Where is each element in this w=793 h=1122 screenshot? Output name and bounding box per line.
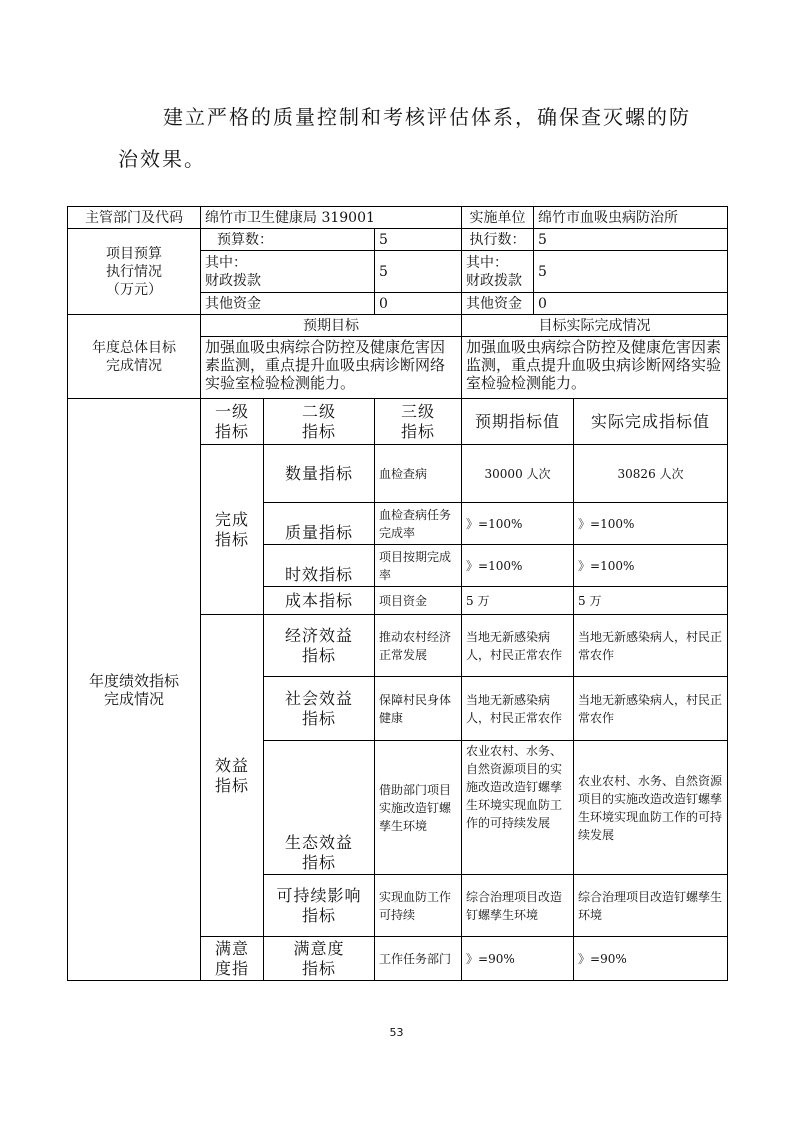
unit-value: 绵竹市血吸虫病防治所 bbox=[534, 207, 728, 229]
intro-line-1: 建立严格的质量控制和考核评估体系，确保查灭螺的防 bbox=[163, 105, 691, 129]
col-level3-header-1: 三级 bbox=[401, 401, 436, 421]
level3-cell: 项目按期完成率 bbox=[375, 545, 462, 587]
budget-label-1: 项目预算 bbox=[106, 245, 162, 262]
performance-label-1: 年度绩效指标 bbox=[88, 671, 179, 690]
satisfaction-indicator-2: 度指 bbox=[214, 958, 249, 978]
other-exec-label: 其他资金 bbox=[462, 293, 534, 315]
col-expected-header: 预期指标值 bbox=[462, 399, 574, 445]
satisfaction-indicator bbox=[201, 937, 264, 981]
fiscal-exec-label-1: 其中： bbox=[466, 254, 509, 271]
col-level3-header-2: 指标 bbox=[401, 421, 436, 441]
budget-amount-label: 预算数： bbox=[201, 229, 375, 251]
actual-cell: 5 万 bbox=[574, 587, 728, 615]
budget-label-3: （万元） bbox=[106, 281, 162, 298]
exec-amount-label: 执行数： bbox=[462, 229, 534, 251]
fiscal-exec-label-2: 财政拨款 bbox=[466, 272, 523, 289]
expected-cell: 当地无新感染病人，村民正常农作 bbox=[462, 677, 574, 741]
level2-cell: 成本指标 bbox=[264, 587, 375, 615]
level3-cell: 血检查病任务完成率 bbox=[375, 503, 462, 545]
fiscal-budget-value: 5 bbox=[375, 251, 462, 293]
level2-cell bbox=[264, 741, 375, 875]
fiscal-budget-label-1: 其中： bbox=[205, 254, 247, 271]
expected-cell: 30000 人次 bbox=[462, 445, 574, 503]
dept-label: 主管部门及代码 bbox=[68, 207, 201, 229]
level3-cell: 项目资金 bbox=[375, 587, 462, 615]
expected-cell: 》=100% bbox=[462, 503, 574, 545]
level3-cell: 保障村民身体健康 bbox=[375, 677, 462, 741]
completion-indicator-2: 指标 bbox=[214, 529, 249, 549]
expected-goal-text: 加强血吸虫病综合防控及健康危害因素监测，重点提升血吸虫病诊断网络实验室检验检测能力。 bbox=[201, 337, 462, 399]
performance-label-2: 完成情况 bbox=[103, 689, 164, 708]
benefit-indicator-1: 效益 bbox=[214, 755, 249, 775]
level3-cell: 实现血防工作可持续 bbox=[375, 875, 462, 937]
level3-cell: 推动农村经济正常发展 bbox=[375, 615, 462, 677]
level2-cell: 质量指标 bbox=[264, 503, 375, 545]
expected-cell: 综合治理项目改造钉螺孳生环境 bbox=[462, 875, 574, 937]
col-level2-header bbox=[264, 399, 375, 445]
col-level1-header bbox=[201, 399, 264, 445]
level2-cell-line1: 满意度 bbox=[293, 938, 345, 958]
expected-goal-header: 预期目标 bbox=[201, 315, 462, 337]
level2-cell-line2: 指标 bbox=[301, 708, 336, 728]
level2-cell-line1: 社会效益 bbox=[284, 688, 353, 708]
actual-cell: 30826 人次 bbox=[574, 445, 728, 503]
budget-amount-value: 5 bbox=[375, 229, 462, 251]
actual-cell: 当地无新感染病人，村民正常农作 bbox=[574, 615, 728, 677]
level2-cell bbox=[264, 615, 375, 677]
other-exec-value: 0 bbox=[534, 293, 728, 315]
performance-label bbox=[68, 399, 201, 981]
budget-label bbox=[68, 229, 201, 315]
expected-cell: 农业农村、水务、自然资源项目的实施改造改造钉螺孳生环境实现血防工作的可持续发展 bbox=[462, 741, 574, 875]
level2-cell bbox=[264, 875, 375, 937]
col-level2-header-1: 二级 bbox=[301, 401, 336, 421]
level2-cell: 时效指标 bbox=[264, 545, 375, 587]
level2-cell-line1: 生态效益 bbox=[284, 833, 353, 852]
actual-cell: 当地无新感染病人，村民正常农作 bbox=[574, 677, 728, 741]
dept-value: 绵竹市卫生健康局 319001 bbox=[201, 207, 462, 229]
fiscal-budget-label bbox=[201, 251, 375, 293]
expected-cell: 5 万 bbox=[462, 587, 574, 615]
page-number: 53 bbox=[389, 1026, 404, 1039]
exec-amount-value: 5 bbox=[534, 229, 728, 251]
performance-table bbox=[67, 206, 728, 981]
benefit-indicator bbox=[201, 615, 264, 937]
level3-cell: 借助部门项目实施改造钉螺孳生环境 bbox=[375, 741, 462, 875]
level2-cell bbox=[264, 937, 375, 981]
level2-cell-line2: 指标 bbox=[301, 958, 336, 978]
fiscal-exec-label bbox=[462, 251, 534, 293]
level2-cell bbox=[264, 677, 375, 741]
level2-cell-line2: 指标 bbox=[301, 853, 336, 872]
level2-cell-line1: 经济效益 bbox=[284, 625, 353, 645]
level2-cell: 数量指标 bbox=[264, 445, 375, 503]
fiscal-exec-value: 5 bbox=[534, 251, 728, 293]
level3-cell: 血检查病 bbox=[375, 445, 462, 503]
actual-goal-header: 目标实际完成情况 bbox=[462, 315, 728, 337]
fiscal-budget-label-2: 财政拨款 bbox=[205, 272, 261, 289]
annual-goal-label-1: 年度总体目标 bbox=[92, 339, 176, 356]
unit-label: 实施单位 bbox=[462, 207, 534, 229]
actual-cell: 》=90% bbox=[574, 937, 728, 981]
completion-indicator-1: 完成 bbox=[214, 509, 249, 529]
expected-cell: 当地无新感染病人，村民正常农作 bbox=[462, 615, 574, 677]
expected-cell: 》=90% bbox=[462, 937, 574, 981]
annual-goal-label-2: 完成情况 bbox=[106, 357, 162, 374]
col-level2-header-2: 指标 bbox=[301, 421, 336, 441]
satisfaction-indicator-1: 满意 bbox=[214, 938, 249, 958]
actual-cell: 》=100% bbox=[574, 545, 728, 587]
completion-indicator bbox=[201, 445, 264, 615]
col-level1-header-2: 指标 bbox=[214, 421, 249, 441]
level2-cell-line2: 指标 bbox=[301, 905, 336, 925]
intro-line-2: 治效果。 bbox=[118, 147, 206, 171]
level3-cell: 工作任务部门 bbox=[375, 937, 462, 981]
actual-cell: 综合治理项目改造钉螺孳生环境 bbox=[574, 875, 728, 937]
col-actual-header: 实际完成指标值 bbox=[574, 399, 728, 445]
level2-cell-line1: 可持续影响 bbox=[276, 885, 362, 905]
col-level1-header-1: 一级 bbox=[214, 401, 249, 421]
level2-cell-line2: 指标 bbox=[301, 645, 336, 665]
budget-label-2: 执行情况 bbox=[106, 263, 162, 280]
other-budget-value: 0 bbox=[375, 293, 462, 315]
benefit-indicator-2: 指标 bbox=[214, 775, 249, 795]
annual-goal-label bbox=[68, 315, 201, 399]
expected-cell: 》=100% bbox=[462, 545, 574, 587]
actual-cell: 》=100% bbox=[574, 503, 728, 545]
other-budget-label: 其他资金 bbox=[201, 293, 375, 315]
actual-cell: 农业农村、水务、自然资源项目的实施改造改造钉螺孳生环境实现血防工作的可持续发展 bbox=[574, 741, 728, 875]
actual-goal-text: 加强血吸虫病综合防控及健康危害因素监测，重点提升血吸虫病诊断网络实验室检验检测能力。 bbox=[462, 337, 728, 399]
col-level3-header bbox=[375, 399, 462, 445]
